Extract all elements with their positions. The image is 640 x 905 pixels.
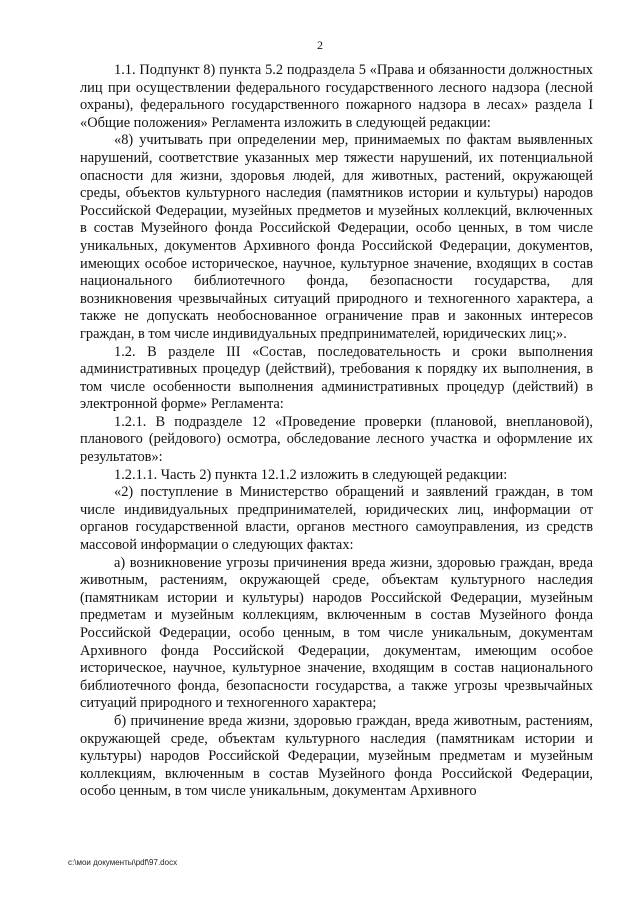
paragraph-item-a: а) возникновение угрозы причинения вреда жизни, здоровью граждан, вреда животным, растениям, окружающей среде, объектам культурного наследия (памятникам истории и культуры) народов Российской Федерации, музейным предметам и музейным коллекциям, включенным в состав Музейного фонда Российской Федерации, особо ценным, в том числе уникальным, документам Архивного фонда Российской Федерации, документам, имеющим особое историческое, научное, культурное значение, входящим в состав национального библиотечного фонда, безопасности государства, а также угрозы чрезвычайных ситуаций природного и техногенного характера; (80, 554, 593, 712)
paragraph-1-2: 1.2. В разделе III «Состав, последовательность и сроки выполнения административных процедур (действий), требования к порядку их выполнения, в том числе особенности выполнения административных процедур (действий) в электронной форме» Регламента: (80, 343, 593, 413)
footer-file-path: c:\мои документы\pdf\97.docx (68, 858, 178, 867)
paragraph-1-2-1: 1.2.1. В подразделе 12 «Проведение проверки (плановой, внеплановой), планового (рейдового) осмотра, обследование лесного участка и оформление их результатов»: (80, 413, 593, 466)
paragraph-1-1: 1.1. Подпункт 8) пункта 5.2 подраздела 5 «Права и обязанности должностных лиц при осуществлении федерального государственного лесного надзора (лесной охраны), федерального государственного пожарного надзора в лесах» раздела I «Общие положения» Регламента изложить в следующей редакции: (80, 62, 593, 131)
paragraph-1-2-1-1: 1.2.1.1. Часть 2) пункта 12.1.2 изложить в следующей редакции: (114, 466, 508, 483)
paragraph-part-2: «2) поступление в Министерство обращений и заявлений граждан, в том числе индивидуальных предпринимателей, юридических лиц, информации от органов государственной власти, органов местного самоуправления, из средств массовой информации о следующих фактах: (80, 484, 593, 554)
paragraph-item-b: б) причинение вреда жизни, здоровью граждан, вреда животным, растениям, окружающей среде, объектам культурного наследия (памятникам истории и культуры) народов Российской Федерации, музейным предметам и музейным коллекциям, включенным в состав Музейного фонда Российской Федерации, особо ценным, в том числе уникальным, документам Архивного (80, 712, 593, 800)
paragraph-subitem-8: «8) учитывать при определении мер, принимаемых по фактам выявленных нарушений, соответствие указанных мер тяжести нарушений, их потенциальной опасности для жизни, здоровья людей, для животных, растений, окружающей среды, объектов культурного наследия (памятников истории и культуры) народов Российской Федерации, музейных предметов и музейных коллекций, включенных в состав Музейного фонда Российской Федерации, особо ценных, в том числе уникальных, документов Архивного фонда Российской Федерации, документов, имеющих особое историческое, научное, культурное значение, входящих в состав национального библиотечного фонда, безопасности государства, для возникновения чрезвычайных ситуаций природного и техногенного характера, а также не допускать необоснованное ограничение прав и законных интересов граждан, в том числе индивидуальных предпринимателей, юридических лиц;». (80, 132, 593, 342)
document-body (80, 62, 593, 801)
page-number: 2 (317, 38, 323, 52)
